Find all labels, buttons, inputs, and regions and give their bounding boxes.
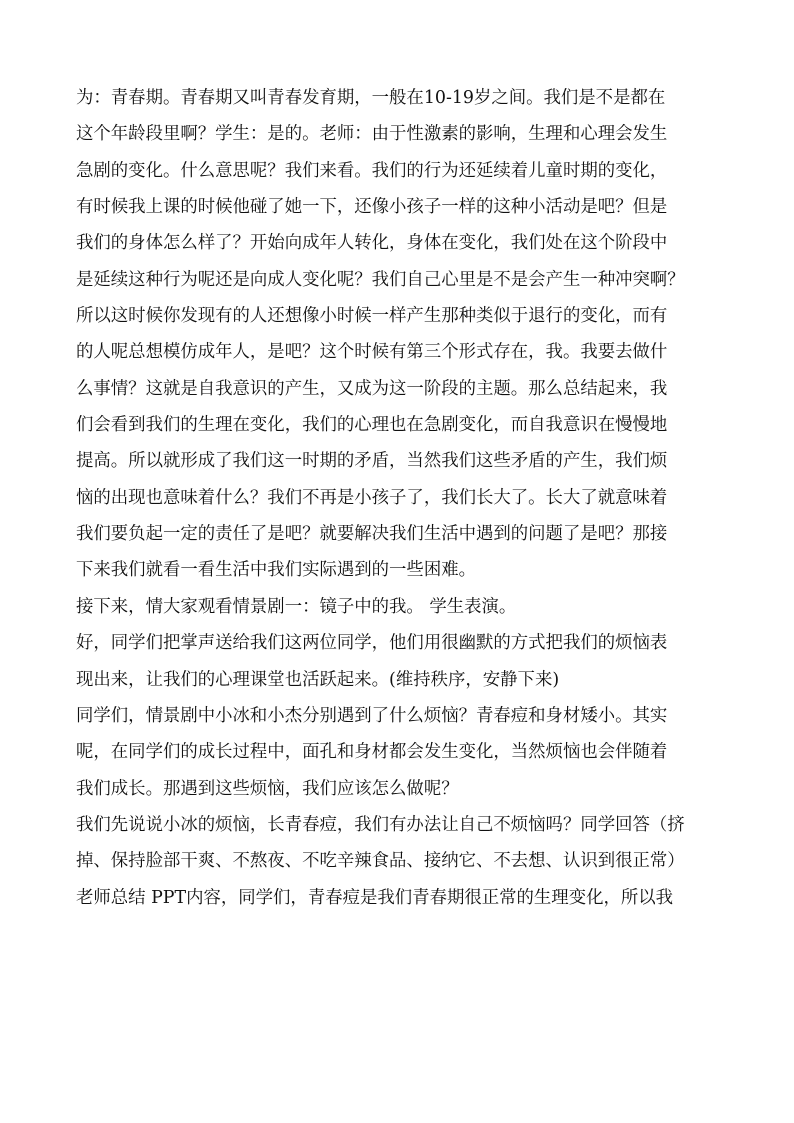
text-line: 现出来，让我们的心理课堂也活跃起来。(维持秩序，安静下来) [76, 669, 560, 690]
text-line: 为：青春期。青春期又叫青春发育期，一般在10-19岁之间。我们是不是都在 [76, 88, 666, 108]
text-line: 是延续这种行为呢还是向成人变化呢？我们自己心里是不是会产生一种冲突啊？ [76, 269, 685, 290]
text-line: 急剧的变化。什么意思呢？我们来看。我们的行为还延续着儿童时期的变化， [76, 160, 668, 181]
text-line: 掉、保持脸部干爽、不熬夜、不吃辛辣食品、接纳它、不去想、认识到很正常） [76, 851, 685, 872]
text-line: 呢，在同学们的成长过程中，面孔和身材都会发生变化，当然烦恼也会伴随着 [76, 742, 668, 763]
text-line: 有时候我上课的时候他碰了她一下，还像小孩子一样的这种小活动是吧？但是 [76, 197, 668, 218]
text-line: 接下来，情大家观看情景剧一：镜子中的我。 学生表演。 [76, 596, 517, 617]
text-line: 老师总结 PPT内容，同学们，青春痘是我们青春期很正常的生理变化，所以我 [76, 887, 674, 908]
text-line: 所以这时候你发现有的人还想像小时候一样产生那种类似于退行的变化，而有 [76, 306, 668, 327]
text-line: 我们成长。那遇到这些烦恼，我们应该怎么做呢？ [76, 778, 459, 799]
text-line: 好，同学们把掌声送给我们这两位同学，他们用很幽默的方式把我们的烦恼表 [76, 633, 668, 654]
text-line: 恼的出现也意味着什么？我们不再是小孩子了，我们长大了。长大了就意味着 [76, 487, 668, 508]
text-line: 同学们，情景剧中小冰和小杰分别遇到了什么烦恼？青春痘和身材矮小。其实 [76, 705, 668, 726]
text-line: 我们要负起一定的责任了是吧？就要解决我们生活中遇到的问题了是吧？那接 [76, 524, 668, 545]
text-line: 下来我们就看一看生活中我们实际遇到的一些困难。 [76, 560, 476, 581]
text-line: 我们先说说小冰的烦恼，长青春痘，我们有办法让自己不烦恼吗？同学回答（挤 [76, 814, 685, 835]
text-line: 么事情？这就是自我意识的产生，又成为这一阶段的主题。那么总结起来，我 [76, 378, 668, 399]
text-line: 的人呢总想模仿成年人，是吧？这个时候有第三个形式存在，我。我要去做什 [76, 342, 668, 363]
text-line: 我们的身体怎么样了？开始向成年人转化，身体在变化，我们处在这个阶段中 [76, 233, 668, 254]
text-line: 提高。所以就形成了我们这一时期的矛盾，当然我们这些矛盾的产生，我们烦 [76, 451, 668, 472]
text-line: 这个年龄段里啊？学生：是的。老师：由于性激素的影响，生理和心理会发生 [76, 124, 668, 145]
text-line: 们会看到我们的生理在变化，我们的心理也在急剧变化，而自我意识在慢慢地 [76, 415, 668, 436]
document-page [76, 80, 736, 916]
